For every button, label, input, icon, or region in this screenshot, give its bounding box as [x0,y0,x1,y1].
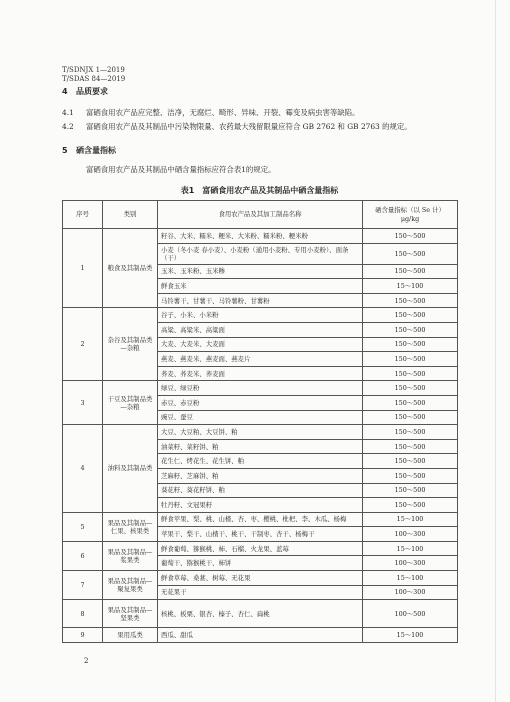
se-value: 15～100 [363,512,458,527]
food-name: 葵花籽、葵花籽饼、粕 [158,483,363,498]
food-name: 大麦、大麦米、大麦面 [158,337,363,352]
se-value: 100～300 [363,585,458,600]
clause-4-1-number: 4.1 [62,108,74,117]
section-4-heading [62,86,108,97]
clause-4-2-number: 4.2 [62,122,74,131]
food-name: 牡丹籽、文冠果籽 [158,498,363,513]
section-5-number: 5 [62,146,68,155]
table-row [63,600,458,628]
food-name: 核桃、板栗、银杏、榛子、杏仁、扁桃 [158,600,363,628]
clause-4-2 [62,122,412,132]
table-row [63,512,458,527]
selenium-content-table [62,200,458,643]
food-name: 大豆、大豆粕、大豆饼、粕 [158,425,363,440]
se-value: 150～500 [363,454,458,469]
row-no: 3 [63,381,103,425]
standard-number-2: T/SDAS 84—2019 [62,75,126,83]
row-category: 杂谷及其制品类—杂粮 [103,308,158,381]
se-value: 150～500 [363,264,458,279]
se-value: 150～500 [363,410,458,425]
food-name: 绿豆、绿豆粉 [158,381,363,396]
food-name: 芝麻籽、芝麻饼、粕 [158,468,363,483]
food-name: 鲜食葡萄、猕猴桃、柿、石榴、火龙果、蓝莓 [158,541,363,556]
food-name: 苹果干、梨干、山楂干、桃干、干制枣、杏干、杨梅干 [158,527,363,542]
se-value: 150～500 [363,381,458,396]
se-value: 150～500 [363,425,458,440]
row-category: 果品及其制品—仁果、核果类 [103,512,158,541]
food-name: 谷子、小米、小米粉 [158,308,363,323]
page-number: 2 [84,657,89,665]
header-category: 类别 [103,201,158,229]
row-no: 1 [63,229,103,308]
clause-4-1-text: 富硒食用农产品应完整、洁净，无腐烂、畸形、异味、开裂、霉变及病虫害等缺陷。 [86,108,360,117]
se-value: 150～500 [363,366,458,381]
se-value: 150～500 [363,293,458,308]
se-value: 100～300 [363,527,458,542]
se-value: 15～100 [363,628,458,643]
table-row [63,308,458,323]
header-se [363,201,458,229]
se-value: 150～500 [363,395,458,410]
food-name: 鲜食草莓、桑葚、树莓、无花果 [158,571,363,586]
row-category: 干豆及其制品类—杂粮 [103,381,158,425]
row-category: 果用瓜类 [103,628,158,643]
se-value: 150～500 [363,439,458,454]
row-no: 4 [63,425,103,513]
table-row [63,571,458,586]
page-fold-line [495,0,496,702]
section-4-title: 品质要求 [76,87,108,96]
row-category: 果品及其制品—坚果类 [103,600,158,628]
food-name: 西瓜、甜瓜 [158,628,363,643]
se-value: 150～500 [363,498,458,513]
food-name: 油菜籽、菜籽饼、粕 [158,439,363,454]
header-se-label: 硒含量指标（以 Se 计） [375,205,445,214]
se-value: 150～500 [363,468,458,483]
row-no: 2 [63,308,103,381]
table-caption: 表1 富硒食用农产品及其制品中硒含量指标 [180,186,339,195]
clause-4-1 [62,108,359,118]
row-no: 8 [63,600,103,628]
section-4-number: 4 [62,87,68,96]
table-row [63,381,458,396]
se-value: 150～500 [363,229,458,244]
se-value: 150～500 [363,322,458,337]
section-5-intro: 富硒食用农产品及其制品中硒含量指标应符合表1的规定。 [86,165,276,174]
food-name: 鲜食玉米 [158,279,363,294]
food-name: 马铃薯干、甘薯干、马铃薯粉、甘薯粉 [158,293,363,308]
row-category: 果品及其制品—浆果类 [103,541,158,570]
se-value: 150～500 [363,308,458,323]
food-name: 鲜食苹果、梨、桃、山楂、杏、枣、樱桃、枇杷、李、木瓜、杨梅 [158,512,363,527]
se-value: 150～500 [363,243,458,264]
se-value: 150～500 [363,483,458,498]
row-no: 9 [63,628,103,643]
food-name: 荞麦、荞麦米、荞麦面 [158,366,363,381]
row-category: 油料及其制品类 [103,425,158,513]
se-value: 100～500 [363,600,458,628]
row-no: 7 [63,571,103,600]
se-value: 100～300 [363,556,458,571]
table-header-row [63,201,458,229]
food-name: 豌豆、蚕豆 [158,410,363,425]
se-value: 15～100 [363,279,458,294]
row-no: 5 [63,512,103,541]
se-value: 15～100 [363,541,458,556]
row-category: 果品及其制品—聚复果类 [103,571,158,600]
se-value: 15～100 [363,571,458,586]
food-name: 高粱、高粱米、高粱面 [158,322,363,337]
food-name: 花生仁、烤花生、花生饼、粕 [158,454,363,469]
clause-4-2-text: 富硒食用农产品及其制品中污染物限量、农药最大残留限量应符合 GB 2762 和 GB 2763 的规定。 [86,122,412,131]
section-5-title: 硒含量指标 [76,146,116,155]
row-no: 6 [63,541,103,570]
food-name: 籽谷、大米、糯米、粳米、大米粉、糯米粉、粳米粉 [158,229,363,244]
se-value: 150～500 [363,337,458,352]
table-row [63,541,458,556]
food-name: 赤豆、赤豆粉 [158,395,363,410]
food-name: 无花果干 [158,585,363,600]
table-row [63,628,458,643]
header-se-unit: μg/kg [400,214,420,223]
food-name: 葡萄干、猕猴桃干、柿饼 [158,556,363,571]
header-name: 食用农产品及其加工制品名称 [158,201,363,229]
food-name: 玉米、玉米粉、玉米糁 [158,264,363,279]
food-name: 小麦（冬小麦 春小麦）、小麦粉（通用小麦粉、专用小麦粉）、面条（干） [158,243,363,264]
section-5-heading [62,145,116,156]
table-row [63,229,458,244]
row-category: 粮食及其制品类 [103,229,158,308]
standard-number-1: T/SDNJX 1—2019 [62,66,125,74]
food-name: 燕麦、燕麦米、燕麦面、燕麦片 [158,352,363,367]
se-value: 150～500 [363,352,458,367]
header-no: 序号 [63,201,103,229]
table-row [63,425,458,440]
